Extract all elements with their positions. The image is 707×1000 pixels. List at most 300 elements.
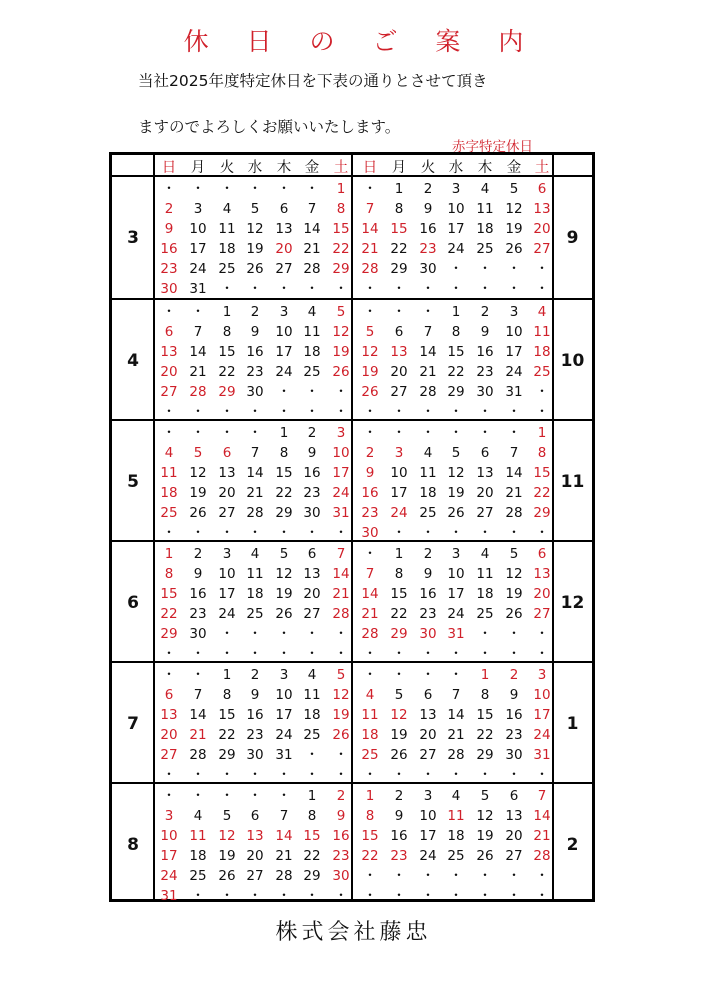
- calendar-day: 2: [365, 445, 375, 461]
- calendar-day: 26: [390, 747, 408, 763]
- empty-day-cell: ・: [191, 646, 205, 662]
- empty-day-cell: ・: [277, 646, 291, 662]
- calendar-day: 21: [361, 241, 379, 257]
- calendar-day: 11: [533, 324, 551, 340]
- empty-day-cell: ・: [507, 888, 521, 904]
- calendar-day: 24: [275, 727, 293, 743]
- month-row: [112, 177, 592, 298]
- calendar-day: 4: [193, 808, 203, 824]
- calendar-day: 17: [275, 707, 293, 723]
- calendar-day: 21: [246, 485, 264, 501]
- empty-day-cell: ・: [392, 281, 406, 297]
- calendar-day: 26: [447, 505, 465, 521]
- calendar-day: 13: [160, 707, 178, 723]
- calendar-day: 17: [505, 344, 523, 360]
- calendar-day: 19: [505, 221, 523, 237]
- calendar-day: 29: [275, 505, 293, 521]
- calendar-day: 29: [476, 747, 494, 763]
- empty-day-cell: ・: [248, 646, 262, 662]
- empty-day-cell: ・: [449, 261, 463, 277]
- calendar-day: 15: [218, 344, 236, 360]
- weekday-label: 日: [362, 160, 378, 176]
- calendar-day: 19: [218, 848, 236, 864]
- calendar-day: 2: [193, 546, 203, 562]
- calendar-day: 15: [160, 586, 178, 602]
- empty-day-cell: ・: [334, 281, 348, 297]
- month-label-right: 2: [566, 834, 579, 855]
- month-label-right: 11: [560, 471, 585, 492]
- intro-line-2: ますのでよろしくお願いいたします。: [138, 118, 401, 136]
- calendar-day: 22: [303, 848, 321, 864]
- empty-day-cell: ・: [220, 626, 234, 642]
- calendar-day: 2: [394, 788, 404, 804]
- empty-day-cell: ・: [277, 888, 291, 904]
- calendar-day: 9: [509, 687, 519, 703]
- calendar-day: 13: [533, 566, 551, 582]
- calendar-day: 30: [189, 626, 207, 642]
- calendar-day: 27: [533, 241, 551, 257]
- empty-day-cell: ・: [421, 868, 435, 884]
- empty-day-cell: ・: [421, 767, 435, 783]
- calendar-day: 31: [189, 281, 207, 297]
- empty-day-cell: ・: [449, 767, 463, 783]
- empty-day-cell: ・: [191, 181, 205, 197]
- calendar-day: 19: [447, 485, 465, 501]
- calendar-day: 14: [505, 465, 523, 481]
- empty-day-cell: ・: [162, 788, 176, 804]
- calendar-day: 2: [423, 546, 433, 562]
- calendar-day: 16: [390, 828, 408, 844]
- calendar-day: 16: [505, 707, 523, 723]
- calendar-day: 1: [307, 788, 317, 804]
- calendar-day: 27: [419, 747, 437, 763]
- calendar-day: 18: [476, 221, 494, 237]
- empty-day-cell: ・: [449, 646, 463, 662]
- calendar-day: 13: [505, 808, 523, 824]
- calendar-day: 14: [303, 221, 321, 237]
- calendar-day: 14: [246, 465, 264, 481]
- month-label-left: 3: [127, 227, 139, 248]
- calendar-day: 13: [303, 566, 321, 582]
- calendar-day: 14: [361, 221, 379, 237]
- calendar-day: 25: [361, 747, 379, 763]
- empty-day-cell: ・: [363, 646, 377, 662]
- month-label-left: 8: [127, 834, 139, 855]
- calendar-day: 18: [246, 586, 264, 602]
- empty-day-cell: ・: [363, 767, 377, 783]
- calendar-day: 3: [164, 808, 174, 824]
- calendar-day: 19: [332, 707, 350, 723]
- empty-day-cell: ・: [478, 404, 492, 420]
- calendar-day: 15: [218, 707, 236, 723]
- empty-day-cell: ・: [478, 261, 492, 277]
- calendar-day: 20: [160, 727, 178, 743]
- calendar-day: 27: [390, 384, 408, 400]
- calendar-day: 14: [361, 586, 379, 602]
- calendar-day: 3: [222, 546, 232, 562]
- calendar-day: 6: [537, 546, 547, 562]
- empty-day-cell: ・: [449, 425, 463, 441]
- calendar-day: 3: [537, 667, 547, 683]
- calendar-day: 7: [279, 808, 289, 824]
- calendar-day: 11: [476, 201, 494, 217]
- empty-day-cell: ・: [535, 525, 549, 541]
- calendar-day: 14: [419, 344, 437, 360]
- empty-day-cell: ・: [478, 646, 492, 662]
- calendar-day: 14: [447, 707, 465, 723]
- calendar-day: 7: [365, 566, 375, 582]
- empty-day-cell: ・: [305, 747, 319, 763]
- calendar-day: 3: [279, 667, 289, 683]
- empty-day-cell: ・: [507, 868, 521, 884]
- empty-day-cell: ・: [421, 404, 435, 420]
- calendar-day: 7: [451, 687, 461, 703]
- calendar-day: 31: [275, 747, 293, 763]
- calendar-day: 16: [160, 241, 178, 257]
- calendar-day: 9: [480, 324, 490, 340]
- calendar-day: 4: [307, 304, 317, 320]
- calendar-day: 13: [419, 707, 437, 723]
- calendar-day: 4: [250, 546, 260, 562]
- calendar-day: 20: [246, 848, 264, 864]
- empty-day-cell: ・: [334, 646, 348, 662]
- calendar-day: 25: [303, 727, 321, 743]
- calendar-day: 12: [332, 687, 350, 703]
- calendar-day: 25: [303, 364, 321, 380]
- calendar-day: 20: [533, 221, 551, 237]
- calendar-day: 11: [160, 465, 178, 481]
- calendar-day: 15: [447, 344, 465, 360]
- calendar-day: 8: [451, 324, 461, 340]
- calendar-day: 3: [394, 445, 404, 461]
- calendar-day: 25: [476, 606, 494, 622]
- calendar-day: 30: [332, 868, 350, 884]
- calendar-day: 20: [533, 586, 551, 602]
- calendar-day: 19: [246, 241, 264, 257]
- calendar-day: 5: [451, 445, 461, 461]
- calendar-day: 18: [160, 485, 178, 501]
- empty-day-cell: ・: [305, 525, 319, 541]
- calendar-day: 7: [423, 324, 433, 340]
- calendar-day: 23: [160, 261, 178, 277]
- calendar-day: 7: [307, 201, 317, 217]
- calendar-day: 31: [332, 505, 350, 521]
- empty-day-cell: ・: [334, 384, 348, 400]
- calendar-day: 8: [365, 808, 375, 824]
- calendar-day: 10: [160, 828, 178, 844]
- calendar-day: 6: [164, 324, 174, 340]
- month-label-right: 9: [566, 227, 579, 248]
- calendar-day: 22: [390, 241, 408, 257]
- empty-day-cell: ・: [363, 181, 377, 197]
- empty-day-cell: ・: [392, 888, 406, 904]
- calendar-day: 16: [246, 707, 264, 723]
- weekday-label: 月: [190, 160, 206, 176]
- calendar-day: 22: [361, 848, 379, 864]
- calendar-day: 6: [423, 687, 433, 703]
- calendar-day: 20: [505, 828, 523, 844]
- calendar-day: 5: [480, 788, 490, 804]
- empty-day-cell: ・: [449, 667, 463, 683]
- calendar-day: 24: [390, 505, 408, 521]
- calendar-day: 23: [332, 848, 350, 864]
- calendar-day: 21: [419, 364, 437, 380]
- calendar-day: 18: [476, 586, 494, 602]
- calendar-day: 15: [303, 828, 321, 844]
- empty-day-cell: ・: [191, 788, 205, 804]
- calendar-day: 23: [303, 485, 321, 501]
- calendar-day: 21: [533, 828, 551, 844]
- calendar-day: 26: [218, 868, 236, 884]
- calendar-day: 4: [451, 788, 461, 804]
- calendar-day: 7: [336, 546, 346, 562]
- calendar-day: 16: [303, 465, 321, 481]
- empty-day-cell: ・: [363, 304, 377, 320]
- calendar-day: 1: [451, 304, 461, 320]
- calendar-day: 3: [423, 788, 433, 804]
- calendar-day: 26: [476, 848, 494, 864]
- month-label-left: 7: [127, 713, 139, 734]
- empty-day-cell: ・: [478, 626, 492, 642]
- calendar-day: 12: [361, 344, 379, 360]
- calendar-day: 17: [447, 586, 465, 602]
- empty-day-cell: ・: [478, 525, 492, 541]
- empty-day-cell: ・: [220, 788, 234, 804]
- weekday-label: 日: [161, 160, 177, 176]
- calendar-day: 10: [189, 221, 207, 237]
- calendar-day: 30: [419, 261, 437, 277]
- empty-day-cell: ・: [305, 181, 319, 197]
- calendar-day: 16: [419, 586, 437, 602]
- empty-day-cell: ・: [305, 404, 319, 420]
- calendar-day: 2: [164, 201, 174, 217]
- calendar-day: 9: [423, 566, 433, 582]
- month-label-left: 5: [127, 471, 139, 492]
- empty-day-cell: ・: [248, 181, 262, 197]
- empty-day-cell: ・: [220, 404, 234, 420]
- calendar-day: 9: [365, 465, 375, 481]
- empty-day-cell: ・: [191, 888, 205, 904]
- empty-day-cell: ・: [507, 425, 521, 441]
- calendar-day: 2: [423, 181, 433, 197]
- empty-day-cell: ・: [248, 767, 262, 783]
- empty-day-cell: ・: [421, 667, 435, 683]
- calendar-day: 28: [189, 384, 207, 400]
- calendar-day: 12: [476, 808, 494, 824]
- calendar-day: 5: [365, 324, 375, 340]
- calendar-day: 4: [423, 445, 433, 461]
- empty-day-cell: ・: [277, 626, 291, 642]
- calendar-day: 22: [390, 606, 408, 622]
- calendar-day: 1: [222, 304, 232, 320]
- empty-day-cell: ・: [363, 404, 377, 420]
- empty-day-cell: ・: [162, 525, 176, 541]
- calendar-day: 4: [480, 181, 490, 197]
- calendar-day: 17: [332, 465, 350, 481]
- calendar-day: 10: [533, 687, 551, 703]
- calendar-day: 7: [250, 445, 260, 461]
- calendar-day: 26: [332, 727, 350, 743]
- calendar-day: 2: [307, 425, 317, 441]
- empty-day-cell: ・: [535, 404, 549, 420]
- empty-day-cell: ・: [535, 261, 549, 277]
- calendar-day: 19: [390, 727, 408, 743]
- calendar-day: 1: [480, 667, 490, 683]
- calendar-day: 14: [533, 808, 551, 824]
- page-title: 休 日 の ご 案 内: [183, 27, 539, 56]
- calendar-day: 18: [533, 344, 551, 360]
- calendar-day: 12: [332, 324, 350, 340]
- calendar-day: 3: [451, 181, 461, 197]
- calendar-day: 28: [447, 747, 465, 763]
- calendar-day: 31: [447, 626, 465, 642]
- month-row: [112, 298, 592, 421]
- empty-day-cell: ・: [277, 181, 291, 197]
- calendar-day: 28: [189, 747, 207, 763]
- calendar-day: 10: [218, 566, 236, 582]
- calendar-day: 28: [332, 606, 350, 622]
- calendar-day: 2: [509, 667, 519, 683]
- month-row: [112, 661, 592, 784]
- calendar-day: 9: [250, 687, 260, 703]
- calendar-day: 13: [246, 828, 264, 844]
- empty-day-cell: ・: [305, 384, 319, 400]
- calendar-day: 16: [476, 344, 494, 360]
- calendar-day: 10: [447, 201, 465, 217]
- calendar-day: 17: [419, 828, 437, 844]
- calendar-day: 30: [160, 281, 178, 297]
- empty-day-cell: ・: [535, 626, 549, 642]
- calendar-day: 3: [451, 546, 461, 562]
- calendar-day: 7: [509, 445, 519, 461]
- calendar-day: 27: [160, 384, 178, 400]
- empty-day-cell: ・: [220, 646, 234, 662]
- calendar-day: 15: [332, 221, 350, 237]
- calendar-day: 23: [246, 727, 264, 743]
- empty-day-cell: ・: [305, 281, 319, 297]
- calendar-day: 21: [505, 485, 523, 501]
- calendar-day: 14: [189, 707, 207, 723]
- calendar-day: 22: [447, 364, 465, 380]
- calendar-day: 13: [218, 465, 236, 481]
- calendar-day: 1: [164, 546, 174, 562]
- calendar-day: 10: [275, 687, 293, 703]
- empty-day-cell: ・: [478, 888, 492, 904]
- calendar-day: 9: [164, 221, 174, 237]
- empty-day-cell: ・: [535, 767, 549, 783]
- empty-day-cell: ・: [220, 767, 234, 783]
- empty-day-cell: ・: [421, 888, 435, 904]
- calendar-day: 28: [361, 626, 379, 642]
- calendar-day: 9: [394, 808, 404, 824]
- calendar-day: 29: [533, 505, 551, 521]
- empty-day-cell: ・: [162, 646, 176, 662]
- calendar-day: 22: [533, 485, 551, 501]
- empty-day-cell: ・: [305, 888, 319, 904]
- calendar-day: 30: [303, 505, 321, 521]
- empty-day-cell: ・: [478, 767, 492, 783]
- calendar-day: 13: [275, 221, 293, 237]
- empty-day-cell: ・: [220, 281, 234, 297]
- calendar-day: 24: [332, 485, 350, 501]
- month-row: [112, 419, 592, 542]
- empty-day-cell: ・: [248, 404, 262, 420]
- calendar-day: 11: [303, 687, 321, 703]
- calendar-day: 16: [361, 485, 379, 501]
- empty-day-cell: ・: [478, 281, 492, 297]
- calendar-day: 16: [246, 344, 264, 360]
- calendar-day: 17: [390, 485, 408, 501]
- calendar-day: 10: [447, 566, 465, 582]
- calendar-day: 7: [365, 201, 375, 217]
- weekday-label: 金: [304, 160, 320, 176]
- empty-day-cell: ・: [191, 425, 205, 441]
- empty-day-cell: ・: [535, 888, 549, 904]
- calendar-day: 27: [246, 868, 264, 884]
- calendar-day: 4: [480, 546, 490, 562]
- calendar-day: 3: [279, 304, 289, 320]
- calendar-day: 30: [246, 384, 264, 400]
- calendar-day: 28: [303, 261, 321, 277]
- calendar-day: 27: [533, 606, 551, 622]
- empty-day-cell: ・: [191, 767, 205, 783]
- month-label-left: 6: [127, 592, 139, 613]
- calendar-day: 6: [394, 324, 404, 340]
- calendar-day: 20: [303, 586, 321, 602]
- empty-day-cell: ・: [220, 181, 234, 197]
- month-label-right: 10: [560, 350, 585, 371]
- calendar-day: 19: [275, 586, 293, 602]
- empty-day-cell: ・: [248, 425, 262, 441]
- calendar-day: 20: [390, 364, 408, 380]
- empty-day-cell: ・: [277, 788, 291, 804]
- weekday-label: 金: [506, 160, 522, 176]
- empty-day-cell: ・: [363, 868, 377, 884]
- weekday-label: 木: [276, 160, 292, 176]
- empty-day-cell: ・: [507, 281, 521, 297]
- calendar-day: 29: [218, 384, 236, 400]
- calendar-day: 11: [189, 828, 207, 844]
- calendar-day: 29: [160, 626, 178, 642]
- calendar-day: 6: [222, 445, 232, 461]
- calendar-day: 12: [447, 465, 465, 481]
- holiday-calendar: [109, 152, 595, 902]
- calendar-day: 31: [160, 888, 178, 904]
- intro-line-1: 当社2025年度特定休日を下表の通りとさせて頂き: [138, 72, 488, 90]
- calendar-day: 26: [505, 606, 523, 622]
- calendar-day: 3: [509, 304, 519, 320]
- calendar-day: 1: [365, 788, 375, 804]
- calendar-day: 8: [222, 324, 232, 340]
- calendar-day: 21: [361, 606, 379, 622]
- weekday-header: [112, 155, 592, 177]
- calendar-day: 18: [447, 828, 465, 844]
- empty-day-cell: ・: [248, 788, 262, 804]
- calendar-day: 22: [476, 727, 494, 743]
- calendar-day: 15: [533, 465, 551, 481]
- empty-day-cell: ・: [478, 868, 492, 884]
- empty-day-cell: ・: [277, 767, 291, 783]
- calendar-day: 13: [160, 344, 178, 360]
- calendar-day: 24: [447, 241, 465, 257]
- calendar-day: 8: [307, 808, 317, 824]
- calendar-day: 24: [533, 727, 551, 743]
- calendar-day: 2: [250, 304, 260, 320]
- calendar-day: 22: [275, 485, 293, 501]
- calendar-day: 5: [193, 445, 203, 461]
- calendar-day: 8: [222, 687, 232, 703]
- calendar-day: 9: [423, 201, 433, 217]
